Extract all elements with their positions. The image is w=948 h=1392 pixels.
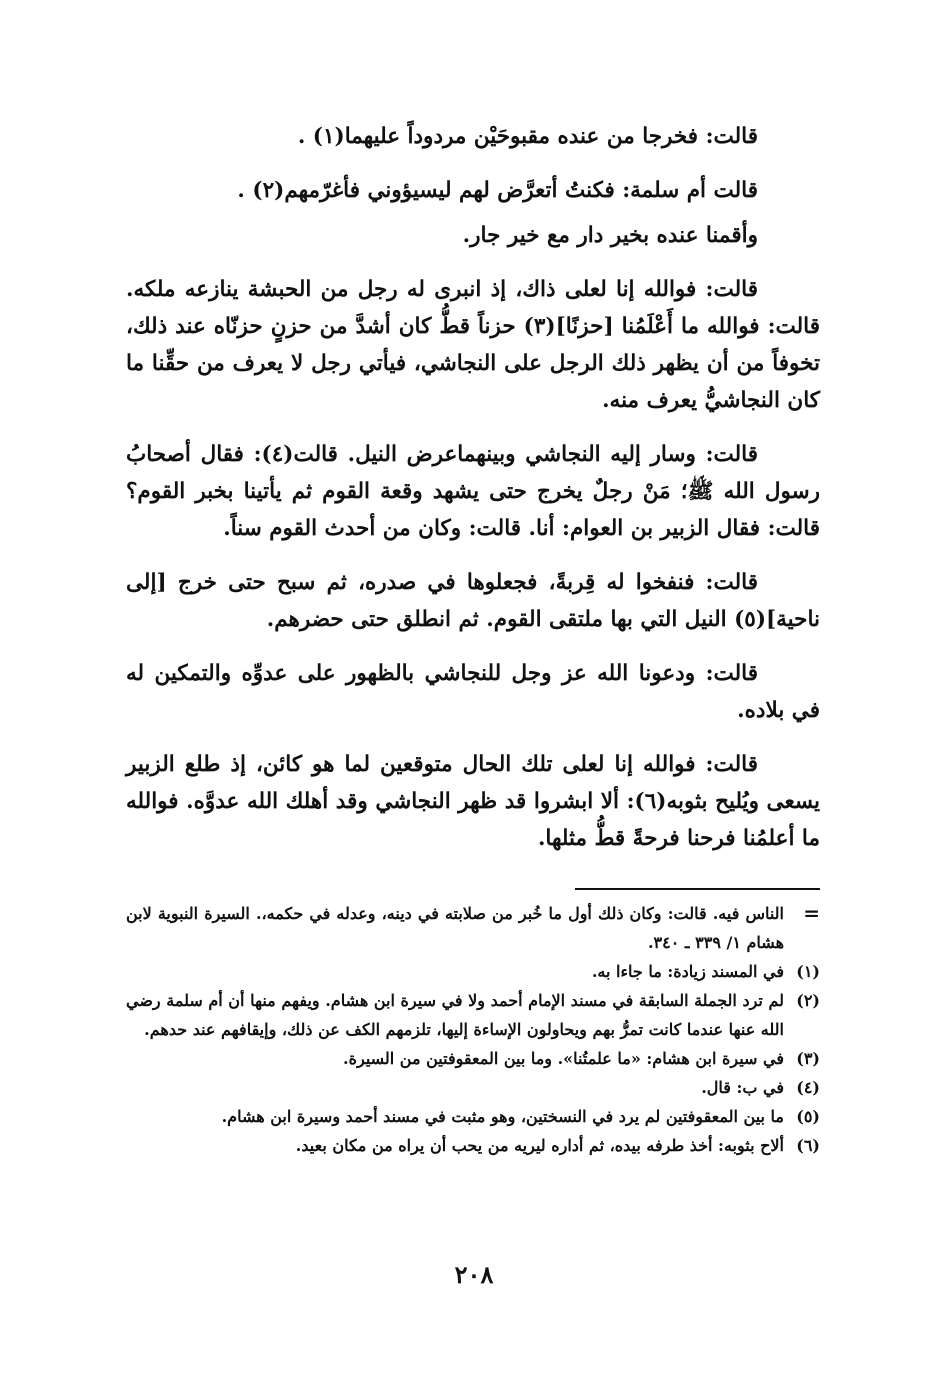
footnote-separator <box>575 888 820 890</box>
footnote-number: (٣) <box>796 1049 820 1068</box>
footnote-continuation <box>126 899 820 957</box>
footnote-item <box>126 957 820 986</box>
paragraph-5: قالت: وسار إليه النجاشي وبينهماعرض النيل. قالت(٤): فقال أصحابُ رسول الله ﷺ؛ مَنْ رجلٌ يخرج حتى يشهد وقعة القوم ثم يأتينا بخبر القوم؟ قالت: فقال الزبير بن العوام: أنا. قالت: وكان من أحدث القوم سناً. <box>126 442 820 541</box>
footnote-item <box>126 1044 820 1073</box>
footnote-item <box>126 1073 820 1102</box>
footnote-number: (٤) <box>796 1078 820 1097</box>
footnote-item <box>126 1131 820 1160</box>
footnote-number: (١) <box>796 962 820 981</box>
paragraph-2: قالت أم سلمة: فكنتُ أتعرَّض لهم ليسيؤوني فأغرّمهم(٢) . <box>237 178 758 203</box>
footnote-text: في المسند زيادة: ما جاءا به. <box>591 962 784 981</box>
footnote-text: في ب: قال. <box>701 1078 784 1097</box>
continuation-mark: = <box>803 901 820 925</box>
footnote-number: (٦) <box>796 1136 820 1155</box>
paragraph-3: وأقمنا عنده بخير دار مع خير جار. <box>462 223 758 248</box>
footnotes <box>126 899 820 1160</box>
footnote-item <box>126 1102 820 1131</box>
paragraph-1: قالت: فخرجا من عنده مقبوحَيْن مردوداً عليهما(١) . <box>297 124 758 149</box>
footnote-text: لم ترد الجملة السابقة في مسند الإمام أحمد ولا في سيرة ابن هشام. ويفهم منها أن أم سلمة رضي الله عنها عندما كانت تمرُّ بهم ويحاولون الإساءة إليها، تلزمهم الكف عن ذلك، وإيقافهم عند حدهم. <box>126 991 784 1039</box>
footnote-continuation-text: الناس فيه. قالت: وكان ذلك أول ما خُبر من صلابته في دينه، وعدله في حكمه،. السيرة النبوية لابن هشام ١/ ٣٣٩ ـ ٣٤٠. <box>126 904 784 952</box>
footnote-text: ألاح بثوبه: أخذ طرفه بيده، ثم أداره ليريه من يحب أن يراه من مكان بعيد. <box>295 1136 784 1155</box>
footnote-text: ما بين المعقوفتين لم يرد في النسختين، وهو مثبت في مسند أحمد وسيرة ابن هشام. <box>221 1107 784 1126</box>
main-text-body <box>126 118 820 874</box>
paragraph-4: قالت: فوالله إنا لعلى ذاك، إذ انبرى له رجل من الحبشة ينازعه ملكه. قالت: فوالله ما أَعْلَمُنا [حزنًا](٣) حزناً قطُّ كان أشدَّ من حزنٍ حزنّاه عند ذلك، تخوفاً من أن يظهر ذلك الرجل على النجاشي، فيأتي رجل لا يعرف من حقِّنا ما كان النجاشيُّ يعرف منه. <box>126 277 820 413</box>
paragraph-7: قالت: ودعونا الله عز وجل للنجاشي بالظهور على عدوِّه والتمكين له في بلاده. <box>126 661 820 723</box>
footnote-number: (٥) <box>796 1107 820 1126</box>
paragraph-8: قالت: فوالله إنا لعلى تلك الحال متوقعين لما هو كائن، إذ طلع الزبير يسعى ويُليح بثوبه(٦): ألا ابشروا قد ظهر النجاشي وقد أهلك الله عدوَّه. فوالله ما أعلمُنا فرحنا فرحةً قطُّ مثلها. <box>126 752 820 851</box>
footnote-number: (٢) <box>796 991 820 1010</box>
paragraph-6: قالت: فنفخوا له قِربةً، فجعلوها في صدره، ثم سبح حتى خرج [إلى ناحية](٥) النيل التي بها ملتقى القوم. ثم انطلق حتى حضرهم. <box>126 570 820 632</box>
footnote-item <box>126 986 820 1044</box>
footnote-text: في سيرة ابن هشام: «ما علمتُنا». وما بين المعقوفتين من السيرة. <box>343 1049 784 1068</box>
page-number: ٢٠٨ <box>454 1260 494 1289</box>
